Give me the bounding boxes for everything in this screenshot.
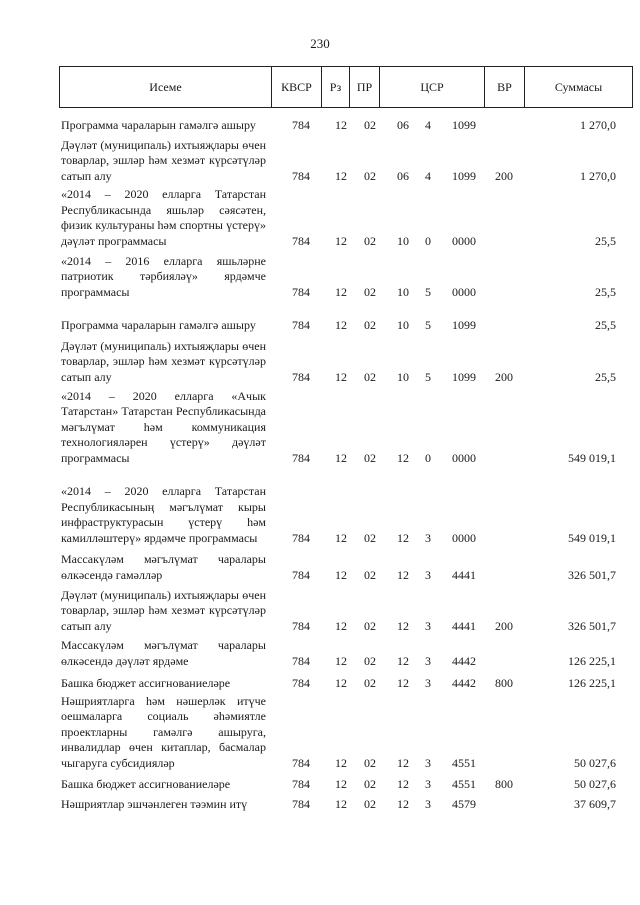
- cell-csr-subprogram: 5: [425, 369, 431, 384]
- cell-rz: 12: [335, 317, 347, 332]
- cell-csr-direction: 0000: [452, 233, 476, 248]
- header-pr: ПР: [350, 67, 380, 107]
- cell-csr-program: 12: [397, 618, 409, 633]
- row-name: Дәүләт (муниципаль) ихтыяҗлары өчен товарлар, эшләр һәм хезмәт күрсәтүләр сатып алу: [61, 587, 266, 633]
- cell-rz: 12: [335, 776, 347, 791]
- cell-sum: 50 027,6: [574, 776, 616, 791]
- cell-sum: 1 270,0: [580, 168, 616, 183]
- header-sum: Суммасы: [554, 79, 603, 94]
- cell-csr-program: 12: [397, 567, 409, 582]
- cell-csr-subprogram: 3: [425, 530, 431, 545]
- cell-csr-program: 12: [397, 776, 409, 791]
- cell-csr-program: 12: [397, 796, 409, 811]
- cell-rz: 12: [335, 168, 347, 183]
- cell-csr-program: 10: [397, 284, 409, 299]
- cell-csr-direction: 4551: [452, 776, 476, 791]
- row-name: Программа чараларын гамәлгә ашыру: [61, 317, 256, 332]
- row-name: Массакүләм мәгълүмат чаралары өлкәсендә дәүләт ярдәме: [61, 638, 266, 668]
- cell-kvsr: 784: [292, 117, 310, 132]
- header-rz: Рз: [322, 67, 350, 107]
- header-kvsr: КВСР: [272, 67, 322, 107]
- cell-kvsr: 784: [292, 618, 310, 633]
- cell-vr: 800: [495, 776, 513, 791]
- cell-csr-subprogram: 4: [425, 168, 431, 183]
- cell-csr-subprogram: 0: [425, 450, 431, 465]
- row-name: «2014 – 2016 елларга яшьләрне патриотик тәрбияләү» ярдәмче программасы: [61, 253, 266, 299]
- cell-pr: 02: [364, 369, 376, 384]
- cell-rz: 12: [335, 796, 347, 811]
- cell-vr: 200: [495, 618, 513, 633]
- cell-csr-program: 06: [397, 168, 409, 183]
- cell-csr-program: 10: [397, 233, 409, 248]
- cell-kvsr: 784: [292, 369, 310, 384]
- cell-csr-program: 12: [397, 675, 409, 690]
- cell-kvsr: 784: [292, 675, 310, 690]
- cell-csr-direction: 0000: [452, 530, 476, 545]
- cell-pr: 02: [364, 168, 376, 183]
- cell-csr-subprogram: 3: [425, 755, 431, 770]
- cell-csr-direction: 4441: [452, 567, 476, 582]
- cell-rz: 12: [335, 675, 347, 690]
- cell-pr: 02: [364, 117, 376, 132]
- cell-csr-direction: 1099: [452, 168, 476, 183]
- cell-csr-subprogram: 3: [425, 653, 431, 668]
- row-name: Дәүләт (муниципаль) ихтыяҗлары өчен товарлар, эшләр һәм хезмәт күрсәтүләр сатып алу: [61, 338, 266, 384]
- cell-rz: 12: [335, 618, 347, 633]
- cell-csr-direction: 4442: [452, 653, 476, 668]
- cell-rz: 12: [335, 450, 347, 465]
- cell-csr-subprogram: 5: [425, 317, 431, 332]
- row-name: «2014 – 2020 елларга «Ачык Татарстан» Татарстан Республикасында мәгълүмат һәм коммуникация технологияләрен үстерү» дәүләт программасы: [61, 388, 266, 465]
- cell-sum: 25,5: [595, 317, 616, 332]
- cell-rz: 12: [335, 653, 347, 668]
- cell-pr: 02: [364, 567, 376, 582]
- cell-pr: 02: [364, 450, 376, 465]
- cell-sum: 25,5: [595, 233, 616, 248]
- cell-csr-direction: 1099: [452, 317, 476, 332]
- row-name: Нәшриятлар эшчәнлеген тәэмин итү: [61, 796, 248, 811]
- cell-sum: 50 027,6: [574, 755, 616, 770]
- cell-kvsr: 784: [292, 567, 310, 582]
- cell-csr-program: 10: [397, 317, 409, 332]
- cell-sum: 549 019,1: [568, 450, 616, 465]
- cell-kvsr: 784: [292, 755, 310, 770]
- cell-csr-program: 12: [397, 450, 409, 465]
- row-name: «2014 – 2020 елларга Татарстан Республикасында яшьләр сәясәтен, физик культураны һәм спортны үстерү» дәүләт программасы: [61, 187, 266, 248]
- cell-csr-subprogram: 3: [425, 618, 431, 633]
- cell-csr-subprogram: 3: [425, 567, 431, 582]
- cell-kvsr: 784: [292, 284, 310, 299]
- row-name: Башка бюджет ассигнованиеләре: [61, 776, 231, 791]
- header-name: Исеме: [60, 67, 272, 107]
- cell-csr-direction: 0000: [452, 450, 476, 465]
- cell-sum: 126 225,1: [568, 653, 616, 668]
- cell-csr-direction: 4442: [452, 675, 476, 690]
- cell-csr-subprogram: 3: [425, 776, 431, 791]
- cell-csr-subprogram: 3: [425, 675, 431, 690]
- cell-rz: 12: [335, 233, 347, 248]
- cell-csr-direction: 1099: [452, 369, 476, 384]
- cell-pr: 02: [364, 796, 376, 811]
- cell-csr-program: 06: [397, 117, 409, 132]
- cell-csr-program: 10: [397, 369, 409, 384]
- row-name: Массакүләм мәгълүмат чаралары өлкәсендә гамәлләр: [61, 552, 266, 582]
- cell-csr-program: 12: [397, 530, 409, 545]
- cell-sum: 326 501,7: [568, 618, 616, 633]
- cell-pr: 02: [364, 317, 376, 332]
- cell-csr-program: 12: [397, 653, 409, 668]
- cell-kvsr: 784: [292, 450, 310, 465]
- cell-rz: 12: [335, 284, 347, 299]
- cell-csr-subprogram: 5: [425, 284, 431, 299]
- cell-kvsr: 784: [292, 317, 310, 332]
- cell-sum: 126 225,1: [568, 675, 616, 690]
- cell-vr: 800: [495, 675, 513, 690]
- cell-csr-direction: 4441: [452, 618, 476, 633]
- row-name: Программа чараларын гамәлгә ашыру: [61, 117, 256, 132]
- row-name: Башка бюджет ассигнованиеләре: [61, 675, 231, 690]
- cell-pr: 02: [364, 675, 376, 690]
- cell-csr-direction: 0000: [452, 284, 476, 299]
- cell-pr: 02: [364, 284, 376, 299]
- cell-csr-program: 12: [397, 755, 409, 770]
- cell-sum: 37 609,7: [574, 796, 616, 811]
- cell-csr-subprogram: 3: [425, 796, 431, 811]
- cell-kvsr: 784: [292, 653, 310, 668]
- cell-csr-subprogram: 4: [425, 117, 431, 132]
- cell-pr: 02: [364, 530, 376, 545]
- cell-sum: 1 270,0: [580, 117, 616, 132]
- header-csr: ЦСР: [380, 67, 485, 107]
- cell-vr: 200: [495, 168, 513, 183]
- cell-kvsr: 784: [292, 168, 310, 183]
- cell-rz: 12: [335, 567, 347, 582]
- page-number: 230: [310, 36, 330, 51]
- cell-rz: 12: [335, 530, 347, 545]
- header-vr: ВР: [485, 67, 525, 107]
- cell-rz: 12: [335, 369, 347, 384]
- cell-csr-direction: 4551: [452, 755, 476, 770]
- cell-kvsr: 784: [292, 233, 310, 248]
- cell-pr: 02: [364, 755, 376, 770]
- cell-sum: 326 501,7: [568, 567, 616, 582]
- row-name: Дәүләт (муниципаль) ихтыяҗлары өчен товарлар, эшләр һәм хезмәт күрсәтүләр сатып алу: [61, 137, 266, 183]
- cell-vr: 200: [495, 369, 513, 384]
- cell-rz: 12: [335, 755, 347, 770]
- cell-kvsr: 784: [292, 530, 310, 545]
- cell-pr: 02: [364, 653, 376, 668]
- cell-csr-direction: 4579: [452, 796, 476, 811]
- cell-pr: 02: [364, 776, 376, 791]
- cell-rz: 12: [335, 117, 347, 132]
- cell-sum: 549 019,1: [568, 530, 616, 545]
- cell-sum: 25,5: [595, 284, 616, 299]
- row-name: Нәшриятларга һәм нәшерләк итүче оешмаларга социаль әһәмиятле проектларны гамәлгә ашыруга, инвалидлар өчен китаплар, басмалар чыгаруга субсидияләр: [61, 693, 266, 770]
- cell-kvsr: 784: [292, 796, 310, 811]
- row-name: «2014 – 2020 елларга Татарстан Республикасының мәгълүмат кыры инфраструктурасын үстерү һәм камилләштерү» ярдәмче программасы: [61, 484, 266, 545]
- cell-pr: 02: [364, 618, 376, 633]
- cell-csr-direction: 1099: [452, 117, 476, 132]
- table-row: [61, 0, 633, 812]
- cell-csr-subprogram: 0: [425, 233, 431, 248]
- cell-sum: 25,5: [595, 369, 616, 384]
- cell-kvsr: 784: [292, 776, 310, 791]
- cell-pr: 02: [364, 233, 376, 248]
